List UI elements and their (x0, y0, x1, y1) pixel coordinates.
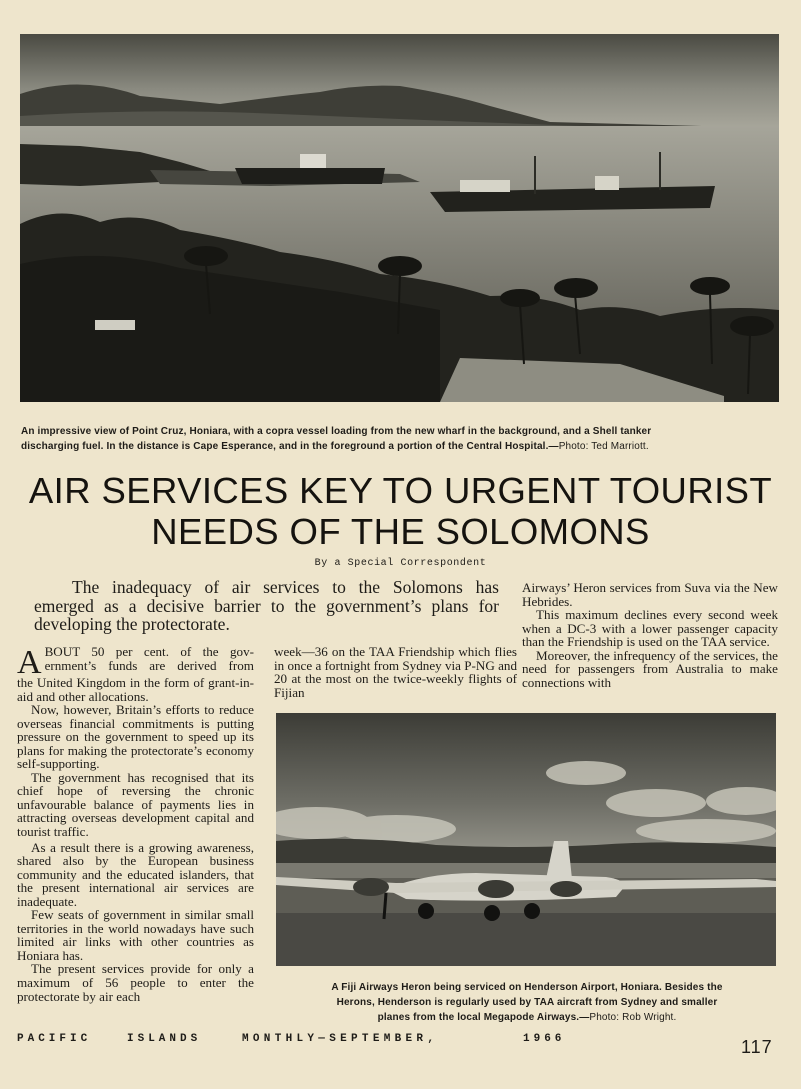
body-paragraph: The government has recognised that its chief hope of reversing the chronic unfavourable balance of payments lies in attracting overseas development capital and tourist traffic. (17, 769, 254, 840)
bottom-caption-text: planes from the local Megapode Airways.— (377, 1012, 590, 1023)
bottom-photo-caption (283, 980, 771, 1025)
point-cruz-photo (20, 34, 779, 402)
body-paragraph: The present services provide for only a maximum of 56 people to enter the protectorate by air each (17, 961, 254, 1004)
top-caption-line-1: An impressive view of Point Cruz, Honiara, with a copra vessel loading from the new wharf in the background, and a Shell tanker (21, 426, 652, 437)
body-paragraph: As a result there is a growing awareness, shared also by the European business community and the educated islanders, that the present international air services are inadequate. (17, 839, 254, 909)
top-caption-line-2 (21, 439, 786, 454)
body-column-1 (17, 645, 254, 1003)
bottom-caption-line-1: A Fiji Airways Heron being serviced on Henderson Airport, Honiara. Besides the (331, 982, 723, 993)
bottom-photo-credit: Photo: Rob Wright. (589, 1012, 677, 1023)
article-headline (0, 470, 801, 552)
footer-word-2: ISLANDS (127, 1033, 202, 1045)
body-paragraph: A BOUT 50 per cent. of the gov- ernment’s funds are derived from the United Kingdom in the form of grant-in-aid and other allocations. (17, 644, 254, 704)
body-paragraph: week—36 on the TAA Friendship which flies in once a fortnight from Sydney via P-NG and 20 at the most on the twice-weekly flights of Fijian (274, 644, 517, 700)
top-caption-text: discharging fuel. In the distance is Cape Esperance, and in the foreground a portion of the Central Hospital.— (21, 441, 559, 452)
bottom-caption-line-2: Herons, Henderson is regularly used by TAA aircraft from Sydney and smaller (336, 997, 718, 1008)
standfirst-line-2: emerged as a decisive barrier to the government’s plans for (34, 595, 499, 616)
body-column-2 (274, 645, 517, 699)
bottom-caption-line-3 (283, 1010, 771, 1025)
body-column-3 (522, 581, 778, 689)
headline-line-2: NEEDS OF THE SOLOMONS (151, 511, 650, 552)
standfirst-line-1: The inadequacy of air services to the Solomons has (72, 577, 499, 597)
footer-word-4: 1966 (523, 1033, 566, 1045)
body-paragraph: This maximum declines every second week when a DC-3 with a lower passenger capacity than the Friendship is used on the TAA service. (522, 607, 778, 650)
headline-line-1: AIR SERVICES KEY TO URGENT TOURIST (28, 470, 773, 511)
standfirst-line-3: developing the protectorate. (34, 614, 230, 634)
footer-word-1: PACIFIC (17, 1033, 92, 1045)
heron-aircraft-photo (276, 713, 776, 966)
byline: By a Special Correspondent (314, 558, 487, 569)
standfirst (34, 578, 499, 634)
body-paragraph: Few seats of government in similar small territories in the world nowadays have such limited air links with other countries as Honiara has. (17, 907, 254, 963)
page-number: 117 (741, 1037, 773, 1057)
body-paragraph: Now, however, Britain’s efforts to reduce overseas financial commitments is putting pressure on the government to speed up its plans for making the protectorate’s economy self-supporting. (17, 702, 254, 772)
body-paragraph: Airways’ Heron services from Suva via the New Hebrides. (522, 580, 778, 609)
running-footer (17, 1033, 777, 1049)
top-photo-caption (21, 424, 786, 454)
top-photo-credit: Photo: Ted Marriott. (558, 441, 649, 452)
drop-cap: A (17, 644, 42, 681)
footer-word-3: MONTHLY—SEPTEMBER, (242, 1033, 439, 1045)
body-paragraph: Moreover, the infrequency of the services, the need for passengers from Australia to make connections with (522, 647, 778, 690)
